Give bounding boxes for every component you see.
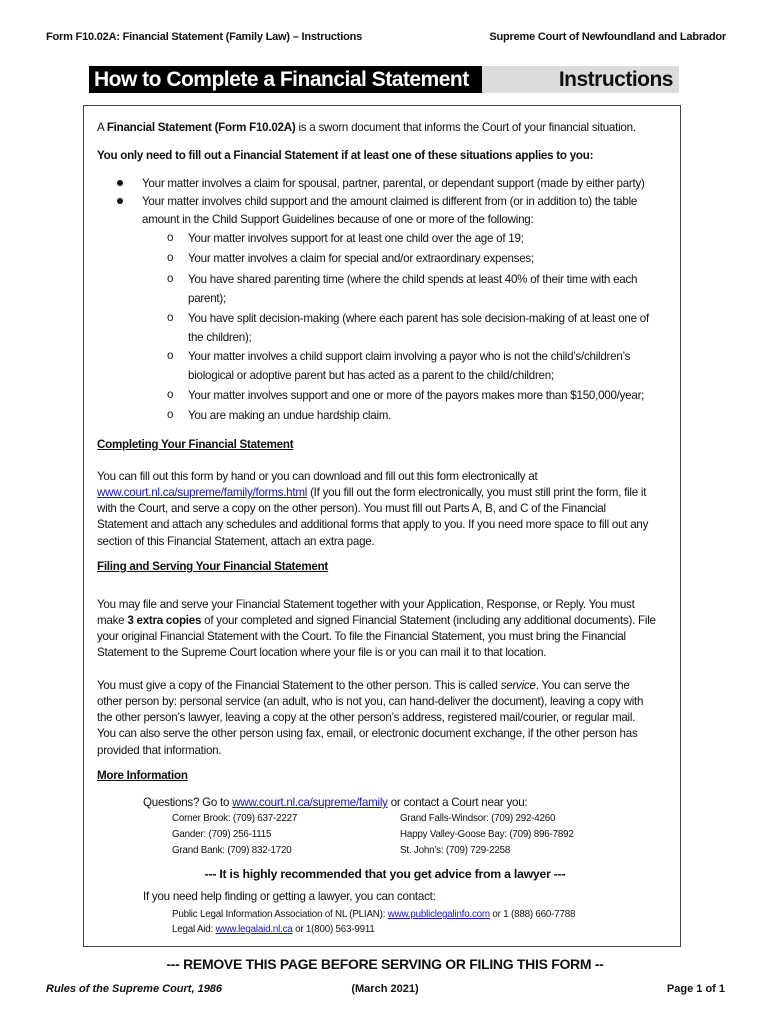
footer-date: (March 2021): [351, 983, 419, 995]
legal-aid-contact: Legal Aid: www.legalaid.nl.ca or 1(800) 563-9911: [172, 924, 375, 935]
remove-notice: --- REMOVE THIS PAGE BEFORE SERVING OR FILING THIS FORM --: [166, 956, 604, 972]
completing-heading: Completing Your Financial Statement: [97, 438, 294, 451]
sub-list-item: You are making an undue hardship claim.: [188, 409, 392, 422]
forms-link[interactable]: www.court.nl.ca/supreme/family/forms.html: [97, 486, 308, 499]
court-contact: St. John’s: (709) 729-2258: [400, 845, 511, 856]
filing-line: Statement to the Supreme Court location where your file is or you can mail it to that location.: [97, 646, 547, 659]
filing-line: other person by: personal service (an adult, who is not you, can hand-deliver the document), leaving a copy with: [97, 695, 644, 708]
filing-line: You can also serve the other person using fax, email, or electronic document exchange, if the other person has: [97, 727, 638, 740]
sub-bullet-icon: o: [167, 349, 174, 362]
page-title: How to Complete a Financial Statement: [89, 66, 482, 93]
plian-contact: Public Legal Information Association of NL (PLIAN): www.publiclegalinfo.com or 1 (888) 660-7788: [172, 909, 576, 920]
bullet-icon: [117, 180, 123, 186]
legal-aid-link[interactable]: www.legalaid.nl.ca: [215, 924, 293, 935]
intro-paragraph: A Financial Statement (Form F10.02A) is a sworn document that informs the Court of your financial situation.: [97, 121, 636, 134]
filing-line: your original Financial Statement with the Court. To file the Financial Statement, you must bring the Financial: [97, 630, 626, 643]
filing-line: the other person’s lawyer, leaving a copy at the other person’s address, registered mail/courier, or regular mail.: [97, 711, 636, 724]
sub-list-item: Your matter involves a claim for special and/or extraordinary expenses;: [188, 252, 534, 265]
sub-bullet-icon: o: [167, 231, 174, 244]
court-contact: Happy Valley-Goose Bay: (709) 896-7892: [400, 829, 574, 840]
court-name: Supreme Court of Newfoundland and Labrador: [489, 31, 726, 43]
questions-line: Questions? Go to www.court.nl.ca/supreme/family or contact a Court near you:: [143, 796, 528, 809]
sub-list-item: Your matter involves support for at least one child over the age of 19;: [188, 232, 524, 245]
page-header: [46, 31, 726, 47]
sub-bullet-icon: o: [167, 251, 174, 264]
completing-line: You can fill out this form by hand or you can download and fill out this form electronically at: [97, 470, 538, 483]
family-court-link[interactable]: www.court.nl.ca/supreme/family: [232, 796, 388, 809]
filing-line: make 3 extra copies of your completed and signed Financial Statement (including any additional documents). File: [97, 614, 656, 627]
sub-bullet-icon: o: [167, 311, 174, 324]
list-item: Your matter involves child support and the amount claimed is different from (or in addition to) the table: [142, 195, 638, 208]
sub-list-item-continuation: biological or adoptive parent but has acted as a parent to the child/children;: [188, 369, 554, 382]
list-item: Your matter involves a claim for spousal, partner, parental, or dependant support (made by either party): [142, 177, 645, 190]
lawyer-intro: If you need help finding or getting a lawyer, you can contact:: [143, 890, 436, 903]
sub-list-item-continuation: the children);: [188, 331, 252, 344]
list-item-continuation: amount in the Child Support Guidelines because of one or more of the following:: [142, 213, 534, 226]
sub-list-item: You have split decision-making (where each parent has sole decision-making of at least one of: [188, 312, 649, 325]
completing-line: Statement and attach any schedules and additional forms that apply to you. If you need more space to fill out any: [97, 518, 649, 531]
sub-list-item: You have shared parenting time (where the child spends at least 40% of their time with each: [188, 273, 638, 286]
intro-condition: You only need to fill out a Financial Statement if at least one of these situations applies to you:: [97, 149, 594, 162]
form-title: Form F10.02A: Financial Statement (Family Law) – Instructions: [46, 31, 363, 43]
completing-line: www.court.nl.ca/supreme/family/forms.html (If you fill out the form electronically, you must still print the form, file it: [97, 486, 647, 499]
filing-line: You may file and serve your Financial Statement together with your Application, Response, or Reply. You must: [97, 598, 635, 611]
sub-bullet-icon: o: [167, 272, 174, 285]
lawyer-recommendation: --- It is highly recommended that you get advice from a lawyer ---: [204, 867, 566, 881]
sub-bullet-icon: o: [167, 408, 174, 421]
footer-rules: Rules of the Supreme Court, 1986: [46, 983, 223, 995]
court-contact: Gander: (709) 256-1115: [172, 829, 272, 840]
footer-page-number: Page 1 of 1: [666, 983, 725, 995]
court-contact: Grand Falls-Windsor: (709) 292-4260: [400, 813, 556, 824]
completing-line: with the Court, and serve a copy on the other person). You must fill out Parts A, B, and C of the Financial: [97, 502, 606, 515]
title-bar: [89, 66, 679, 93]
sub-bullet-icon: o: [167, 388, 174, 401]
court-contact: Grand Bank: (709) 832-1720: [172, 845, 292, 856]
completing-line: section of this Financial Statement, attach an extra page.: [97, 535, 375, 548]
sub-list-item-continuation: parent);: [188, 292, 226, 305]
court-contact: Corner Brook: (709) 637-2227: [172, 813, 298, 824]
plian-link[interactable]: www.publiclegalinfo.com: [387, 909, 490, 920]
filing-line: You must give a copy of the Financial Statement to the other person. This is called service. You can serve the: [97, 679, 630, 692]
more-info-heading: More Information: [97, 769, 188, 782]
sub-list-item: Your matter involves a child support claim involving a payor who is not the child’s/children’s: [188, 350, 631, 363]
sub-list-item: Your matter involves support and one or more of the payors makes more than $150,000/year;: [188, 389, 645, 402]
bullet-icon: [117, 198, 123, 204]
instructions-label: Instructions: [558, 68, 673, 91]
filing-heading: Filing and Serving Your Financial Statement: [97, 560, 329, 573]
filing-line: provided that information.: [97, 744, 222, 757]
